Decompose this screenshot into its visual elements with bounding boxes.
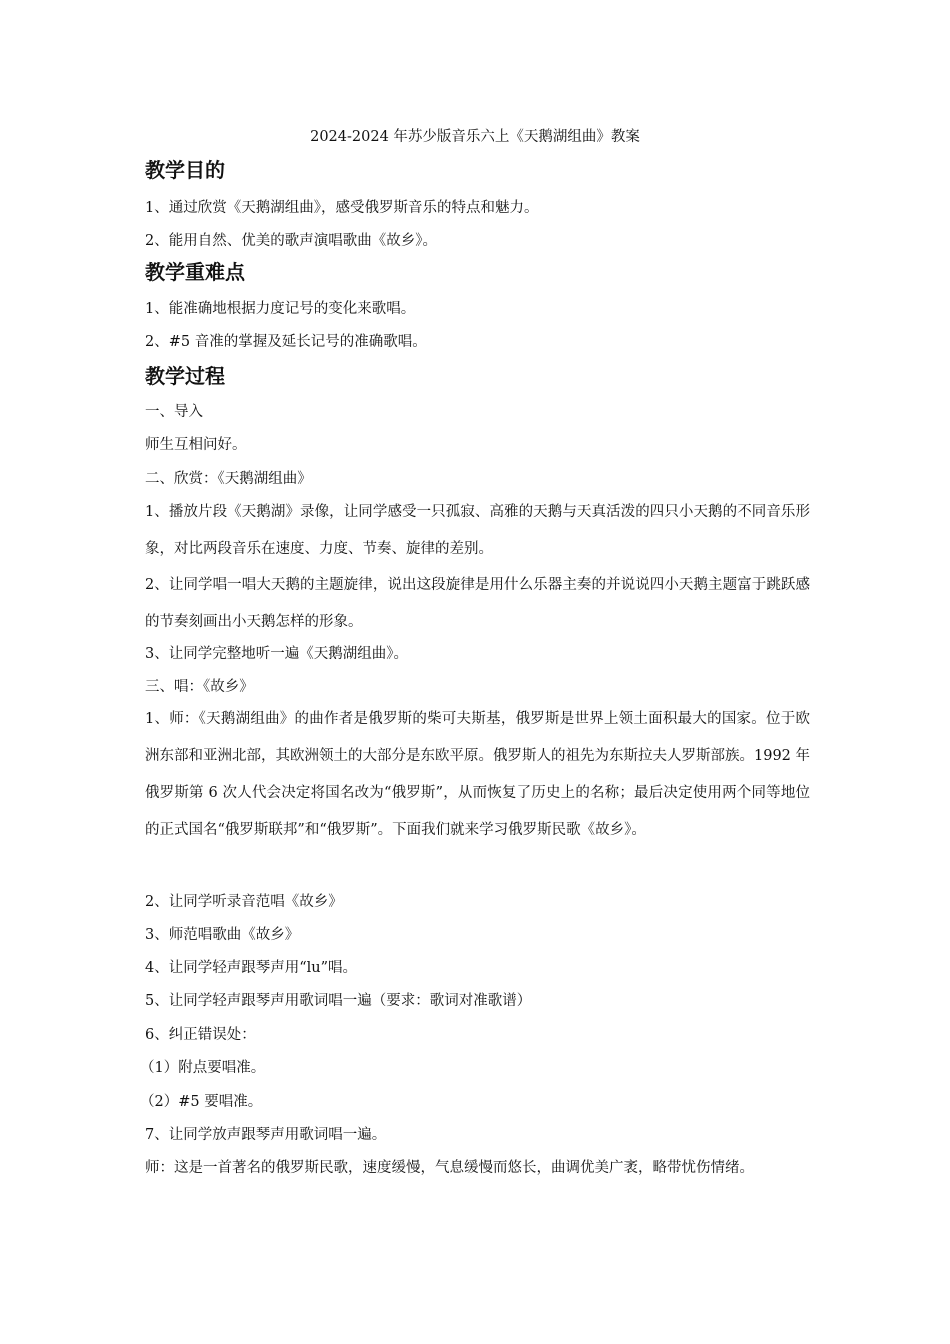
process-line: 一、导入 xyxy=(145,404,203,420)
process-line: 2、让同学听录音范唱《故乡》 xyxy=(145,894,343,910)
process-line: 二、欣赏：《天鹅湖组曲》 xyxy=(145,471,312,487)
process-line: 3、师范唱歌曲《故乡》 xyxy=(145,927,300,943)
keypoint-item: 1、能准确地根据力度记号的变化来歌唱。 xyxy=(145,301,416,317)
process-line: 4、让同学轻声跟琴声用“lu”唱。 xyxy=(145,960,358,976)
process-line: 师生互相问好。 xyxy=(145,437,247,453)
process-line: 5、让同学轻声跟琴声用歌词唱一遍（要求：歌词对准歌谱） xyxy=(145,993,532,1009)
heading-keypoints: 教学重难点 xyxy=(145,260,245,284)
objective-item: 1、通过欣赏《天鹅湖组曲》，感受俄罗斯音乐的特点和魅力。 xyxy=(145,200,539,216)
process-line: 3、让同学完整地听一遍《天鹅湖组曲》。 xyxy=(145,646,408,662)
process-paragraph: 师：这是一首著名的俄罗斯民歌，速度缓慢，气息缓慢而悠长，曲调优美广袤，略带忧伤情绪。 xyxy=(145,1160,754,1176)
process-paragraph: 1、播放片段《天鹅湖》录像，让同学感受一只孤寂、高雅的天鹅与天真活泼的四只小天鹅的不同音乐形象，对比两段音乐在速度、力度、节奏、旋律的差别。 xyxy=(145,504,810,557)
process-sub-line: （1）附点要唱准。 xyxy=(140,1060,266,1076)
heading-objectives: 教学目的 xyxy=(145,158,225,182)
process-line: 三、唱：《故乡》 xyxy=(145,679,254,695)
process-paragraph: 1、师：《天鹅湖组曲》的曲作者是俄罗斯的柴可夫斯基，俄罗斯是世界上领土面积最大的国家。位于欧洲东部和亚洲北部，其欧洲领土的大部分是东欧平原。俄罗斯人的祖先为东斯拉夫人罗斯部族。1992 年俄罗斯第 6 次人代会决定将国名改为“俄罗斯”，从而恢复了历史上的名称；最后决定使用两个同等地位的正式国名“俄罗斯联邦”和“俄罗斯”。下面我们就来学习俄罗斯民歌《故乡》。 xyxy=(145,711,810,838)
process-line: 6、纠正错误处： xyxy=(145,1027,256,1043)
document-title: 2024-2024 年苏少版音乐六上《天鹅湖组曲》教案 xyxy=(310,129,640,145)
heading-process: 教学过程 xyxy=(145,364,225,388)
process-sub-line: （2）#5 要唱准。 xyxy=(140,1094,263,1110)
process-line: 7、让同学放声跟琴声用歌词唱一遍。 xyxy=(145,1127,387,1143)
process-paragraph: 2、让同学唱一唱大天鹅的主题旋律，说出这段旋律是用什么乐器主奏的并说说四小天鹅主题富于跳跃感的节奏刻画出小天鹅怎样的形象。 xyxy=(145,577,810,630)
keypoint-item: 2、#5 音准的掌握及延长记号的准确歌唱。 xyxy=(145,334,427,350)
objective-item: 2、能用自然、优美的歌声演唱歌曲《故乡》。 xyxy=(145,233,437,249)
